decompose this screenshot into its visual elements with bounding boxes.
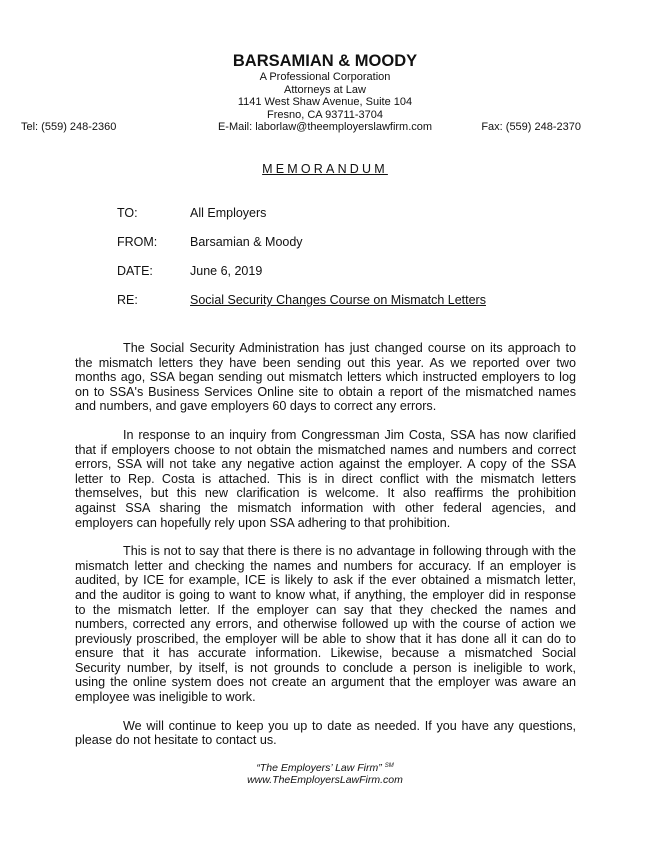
paragraph-line: to the mismatch letter. If the employer can say that they checked the names and (75, 602, 576, 617)
paragraph-line: mismatch letter and checking the names and numbers for accuracy. If an employer is (75, 558, 576, 573)
paragraph-line: audited, by ICE for example, ICE is likely to ask if the ever obtained a mismatch letter, (75, 573, 576, 588)
paragraph-line: previously proscribed, the employer will be able to show that it has done all it can do to (75, 631, 576, 646)
fax: Fax: (559) 248-2370 (481, 121, 581, 133)
letterhead-line: 1141 West Shaw Avenue, Suite 104 (237, 96, 413, 108)
paragraph-line: please do not hesitate to contact us. (75, 733, 277, 748)
memo-title: MEMORANDUM (262, 162, 388, 176)
paragraph-line: ensure that it has accurate information. Likewise, because a mismatched Social (75, 646, 576, 661)
re-label: RE: (117, 293, 138, 307)
paragraph-line: This is not to say that there is there is no advantage in following through with the (123, 544, 576, 559)
paragraph-line: numbers, corrected any errors, and otherwise followed up with the course of action we (75, 617, 576, 632)
firm-name: BARSAMIAN & MOODY (232, 52, 418, 70)
memo-body (75, 341, 576, 762)
date-value: June 6, 2019 (190, 264, 263, 278)
paragraph-line: themselves, but this new clarification is welcome. It also reaffirms the prohibition (75, 486, 576, 501)
paragraph-line: We will continue to keep you up to date as needed. If you have any questions, (123, 718, 576, 733)
service-mark: SM (384, 763, 394, 769)
paragraph-line: that if employers choose to not obtain the mismatched names and numbers and correct (75, 442, 576, 457)
paragraph-line: the mismatch letters they have been sending out this year. As we reported over two (75, 355, 576, 370)
date-label: DATE: (117, 264, 153, 278)
paragraph-line: and the auditor is going to want to know what, if anything, the employer did in response (75, 587, 576, 602)
email: E-Mail: laborlaw@theemployerslawfirm.com (217, 121, 433, 133)
slogan-text: “The Employers’ Law Firm” (256, 762, 382, 774)
from-value: Barsamian & Moody (190, 235, 303, 249)
paragraph-line: employers can hopefully rely upon SSA adhering to that prohibition. (75, 515, 451, 530)
paragraph-line: and numbers, and gave employers 60 days to correct any errors. (75, 399, 437, 414)
paragraph-line: employee was ineligible to work. (75, 690, 256, 705)
letterhead-line: Fresno, CA 93711-3704 (267, 108, 383, 121)
from-label: FROM: (117, 235, 158, 249)
footer-website: www.TheEmployersLawFirm.com (247, 774, 403, 786)
paragraph-line: using the online system does not create an argument that the employer was aware an (75, 675, 576, 690)
paragraph-line: Security number, by itself, is not grounds to conclude a person is ineligible to work, (75, 660, 576, 675)
letterhead-line: Attorneys at Law (284, 83, 366, 96)
re-value: Social Security Changes Course on Mismatch Letters (190, 293, 486, 307)
paragraph (75, 544, 576, 705)
to-label: TO: (117, 206, 138, 220)
paragraph-line: against SSA sharing the mismatch information with other federal agencies, and (75, 500, 576, 515)
paragraph-line: letter to Rep. Costa is attached. This is in direct conflict with the mismatch letters (75, 471, 576, 486)
telephone: Tel: (559) 248-2360 (21, 121, 117, 133)
paragraph-line: on to SSA's Business Services Online site to obtain a report of the mismatched names (75, 384, 576, 399)
paragraph-line: months ago, SSA began sending out mismatch letters which instructed employers to log (75, 370, 576, 385)
paragraph (75, 428, 576, 530)
paragraph (75, 341, 576, 414)
to-value: All Employers (190, 206, 267, 220)
paragraph (75, 719, 576, 748)
paragraph-line: errors, SSA will not take any negative action against the employer. A copy of the SSA (75, 457, 576, 472)
paragraph-line: In response to an inquiry from Congressman Jim Costa, SSA has now clarified (123, 427, 576, 442)
paragraph-line: The Social Security Administration has just changed course on its approach to (123, 341, 576, 355)
letterhead-line: A Professional Corporation (259, 71, 391, 83)
